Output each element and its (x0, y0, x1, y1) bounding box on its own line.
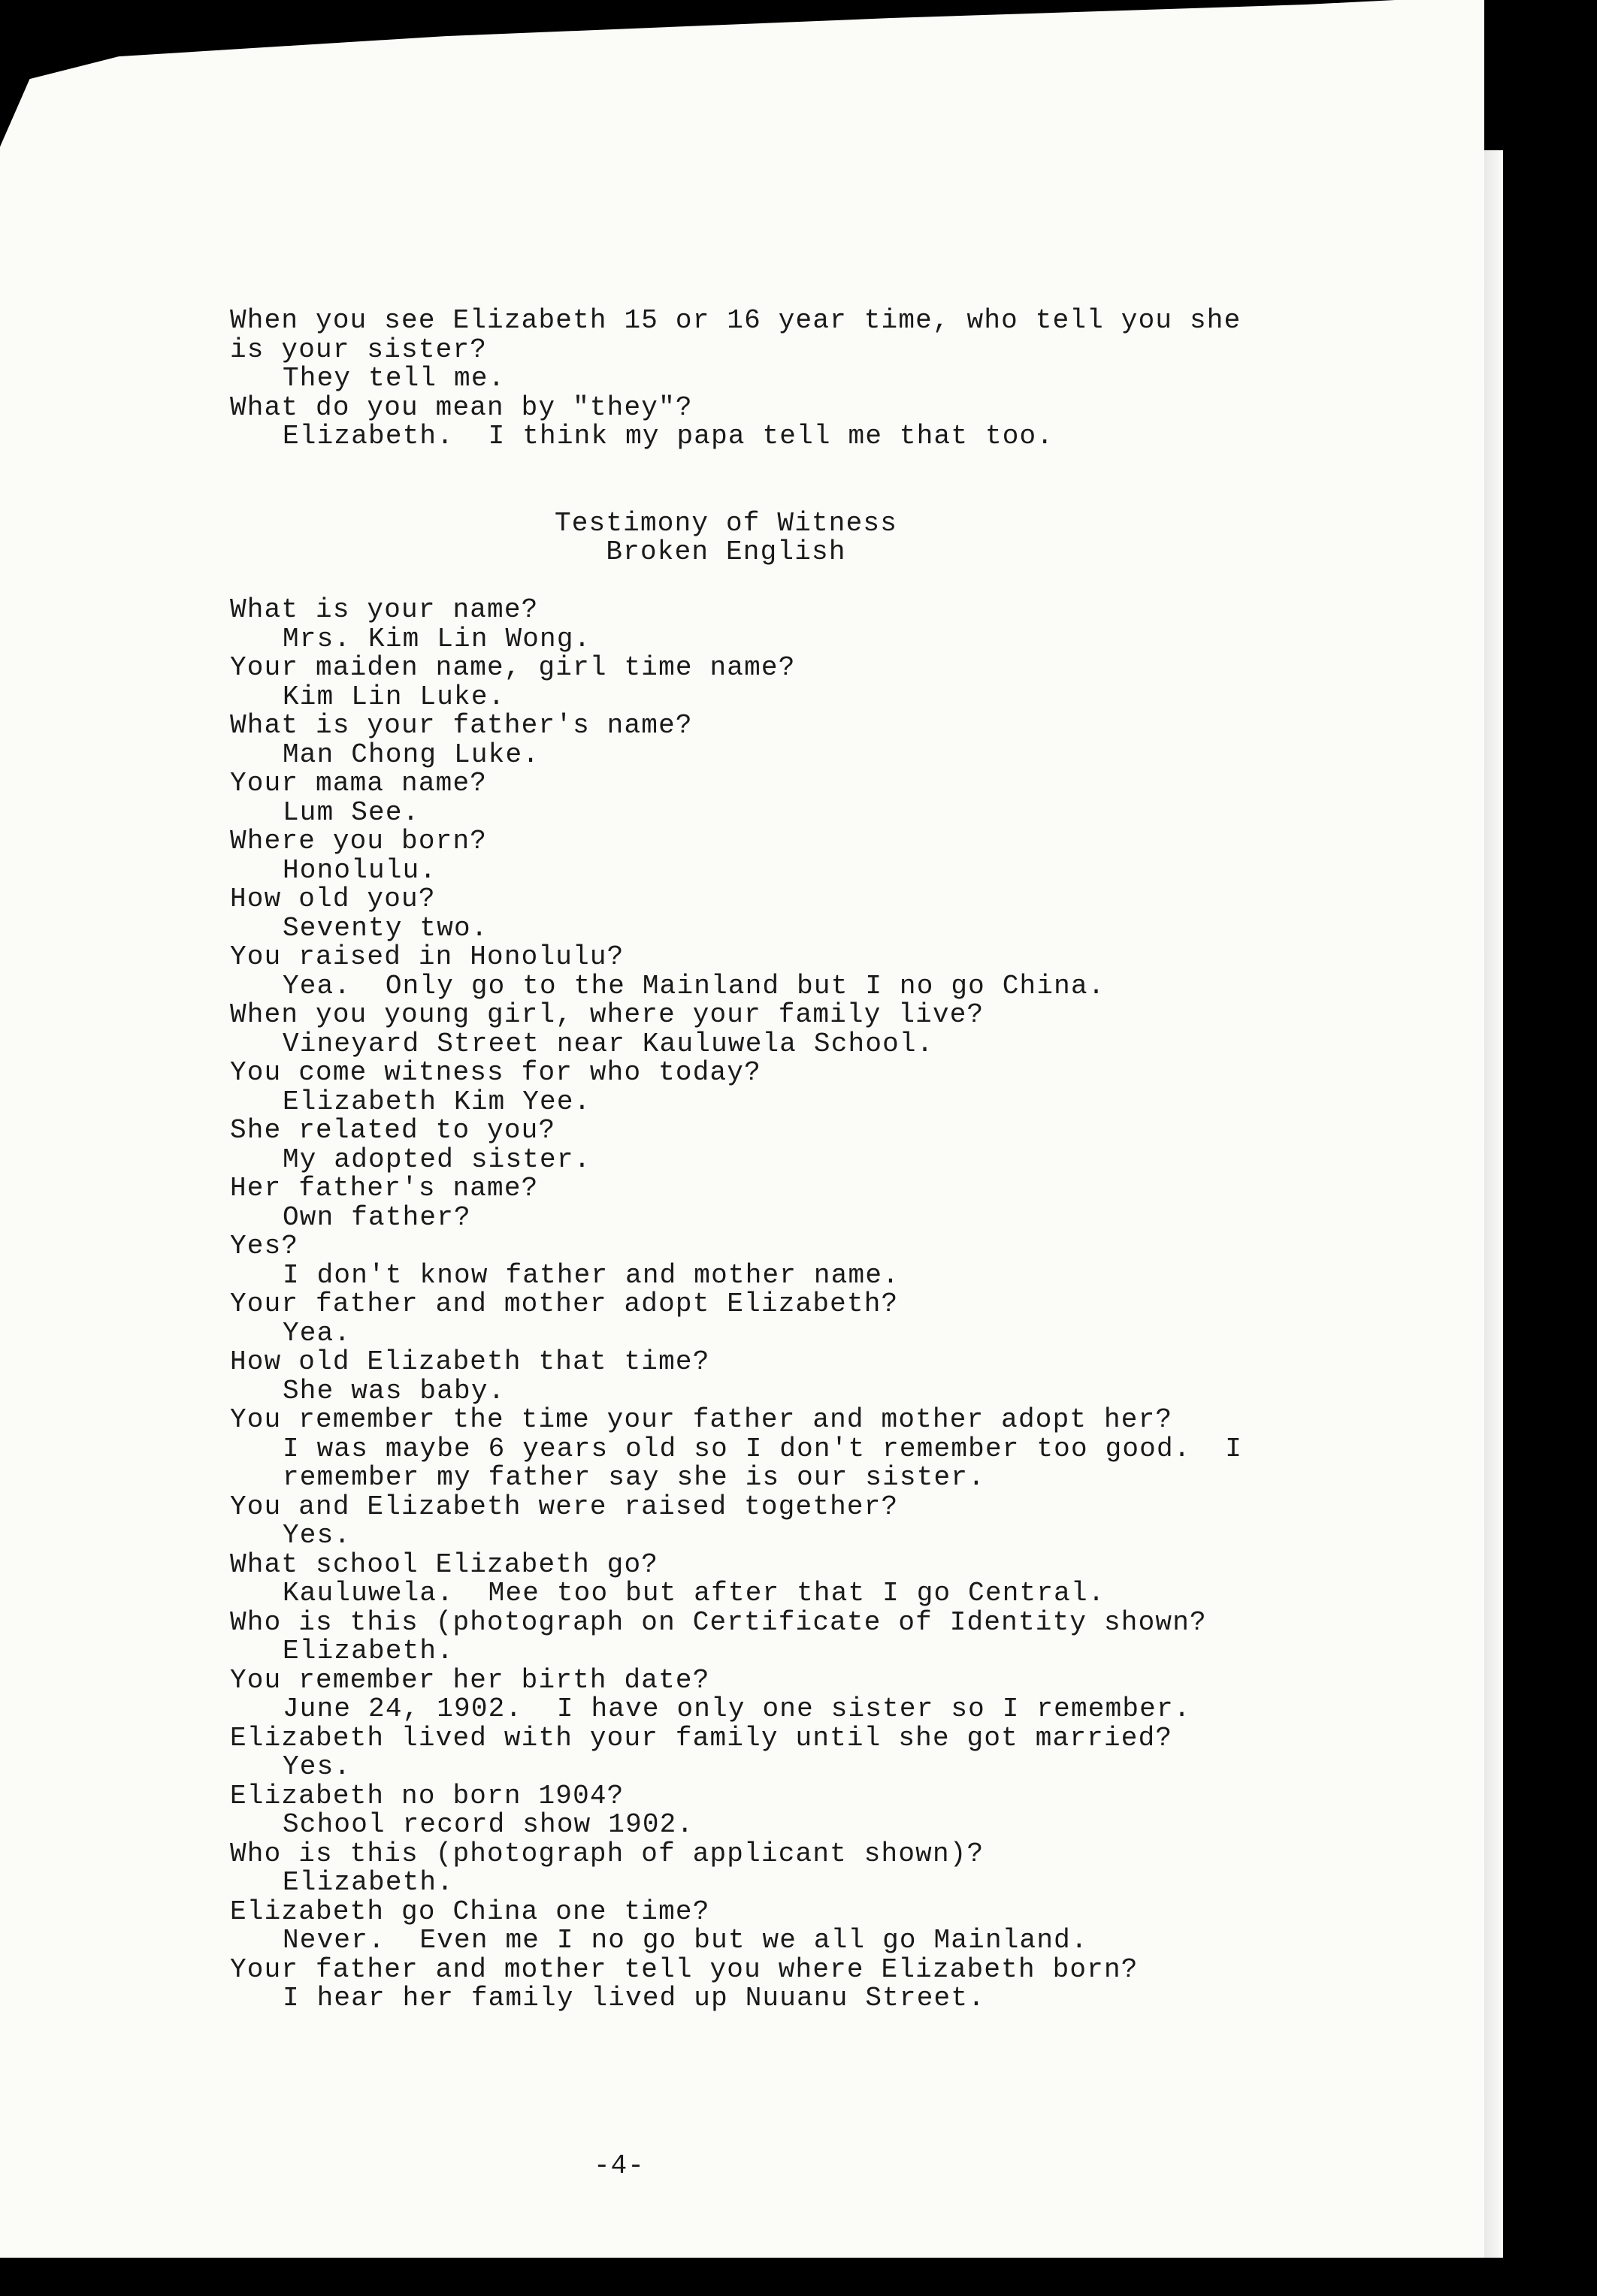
question-line: When you young girl, where your family live? (230, 999, 985, 1030)
answer-line: Lum See. (283, 796, 420, 828)
answer-line: I hear her family lived up Nuuanu Street. (283, 1983, 985, 2014)
question-line: You remember the time your father and mother adopt her? (230, 1404, 1173, 1435)
question-line: Her father's name? (230, 1173, 539, 1204)
question-line: Where you born? (230, 826, 488, 856)
answer-line: My adopted sister. (283, 1143, 591, 1175)
answer-line: Own father? (283, 1201, 471, 1233)
answer-line: Vineyard Street near Kauluwela School. (283, 1028, 934, 1059)
answer-line: Man Chong Luke. (283, 739, 540, 770)
answer-line: She was baby. (283, 1375, 506, 1406)
answer-line: I was maybe 6 years old so I don't remember too good. I (283, 1433, 1242, 1464)
question-line: When you see Elizabeth 15 or 16 year time, who tell you she (230, 305, 1242, 336)
question-line: What do you mean by "they"? (230, 391, 693, 423)
question-line: Elizabeth lived with your family until she got married? (230, 1722, 1173, 1754)
answer-line: Yes. (283, 1751, 352, 1782)
answer-line: June 24, 1902. I have only one sister so I remember. (283, 1693, 1191, 1724)
question-line: What is your father's name? (230, 710, 693, 741)
answer-line: I don't know father and mother name. (283, 1259, 900, 1291)
question-line: Yes? (230, 1231, 299, 1261)
answer-line: Kauluwela. Mee too but after that I go Central. (283, 1578, 1105, 1609)
question-line: Your father and mother adopt Elizabeth? (230, 1288, 899, 1319)
answer-line: Kim Lin Luke. (283, 681, 506, 712)
question-line: How old Elizabeth that time? (230, 1346, 710, 1377)
question-line: Your mama name? (230, 768, 488, 799)
question-line: Elizabeth no born 1904? (230, 1780, 625, 1811)
answer-line: School record show 1902. (283, 1809, 694, 1840)
section-spacer (230, 452, 1447, 509)
question-line: What is your name? (230, 594, 539, 625)
question-line: What school Elizabeth go? (230, 1548, 659, 1580)
answer-line: Elizabeth. (283, 1867, 455, 1898)
question-line: Elizabeth go China one time? (230, 1896, 710, 1927)
heading-subtitle: Broken English (606, 536, 846, 567)
question-line: You raised in Honolulu? (230, 941, 625, 972)
answer-line: Mrs. Kim Lin Wong. (283, 623, 591, 654)
answer-line: They tell me. (283, 363, 506, 394)
answer-line: Honolulu. (283, 854, 437, 886)
question-line: is your sister? (230, 334, 488, 365)
answer-line: Seventy two. (283, 912, 488, 944)
question-line: Who is this (photograph of applicant shown)? (230, 1838, 985, 1869)
question-line: You and Elizabeth were raised together? (230, 1491, 899, 1522)
page-edge-shadow (1484, 150, 1503, 2258)
document-body (230, 307, 1447, 2014)
question-line: You remember her birth date? (230, 1664, 710, 1696)
answer-line: Yea. Only go to the Mainland but I no go China. (283, 970, 1105, 1001)
testimony-section (230, 596, 1447, 2014)
question-line: You come witness for who today? (230, 1057, 761, 1088)
answer-line: Yes. (283, 1520, 352, 1551)
question-line: How old you? (230, 884, 436, 914)
question-line: Who is this (photograph on Certificate of Identity shown? (230, 1606, 1207, 1638)
answer-line: Elizabeth. I think my papa tell me that too. (283, 421, 1054, 452)
answer-line: Elizabeth Kim Yee. (283, 1086, 591, 1117)
section-spacer (230, 567, 1447, 597)
answer-line: Elizabeth. (283, 1636, 455, 1666)
heading-title: Testimony of Witness (554, 507, 898, 539)
page-number: -4- (594, 2150, 645, 2181)
question-line: She related to you? (230, 1115, 556, 1146)
answer-line: remember my father say she is our sister. (283, 1462, 985, 1493)
answer-line: Never. Even me I no go but we all go Mainland. (283, 1925, 1088, 1956)
question-line: Your father and mother tell you where Elizabeth born? (230, 1953, 1139, 1985)
question-line: Your maiden name, girl time name? (230, 652, 796, 683)
intro-section (230, 307, 1447, 452)
answer-line: Yea. (283, 1317, 352, 1349)
